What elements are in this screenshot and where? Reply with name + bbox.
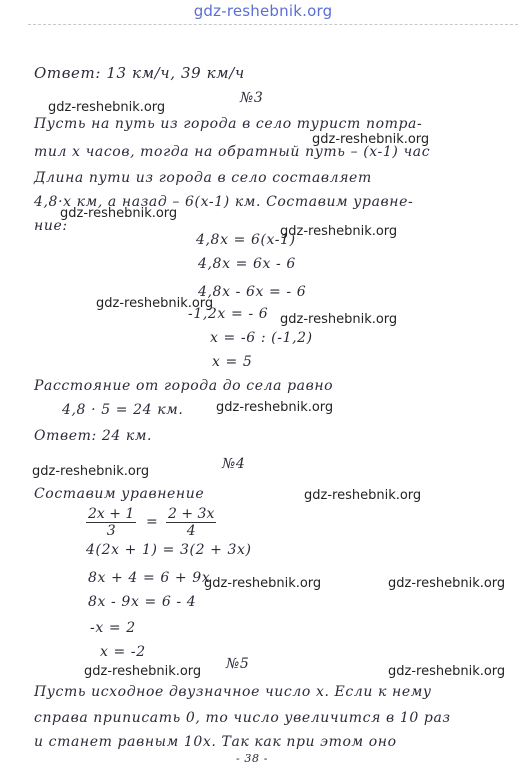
problem-number-4: №4 xyxy=(222,456,246,472)
header-divider xyxy=(28,24,518,25)
text-line: тил x часов, тогда на обратный путь – (x-1) час xyxy=(34,144,431,160)
equation-line: x = -6 : (-1,2) xyxy=(210,330,313,346)
watermark: gdz-reshebnik.org xyxy=(48,100,166,115)
fraction-numerator: 2x + 1 xyxy=(88,506,135,522)
site-header: gdz-reshebnik.org xyxy=(193,2,333,20)
equation-line: 4,8 · 5 = 24 км. xyxy=(62,402,184,418)
equation-line: 8x - 9x = 6 - 4 xyxy=(88,594,197,610)
equation-line: 8x + 4 = 6 + 9x xyxy=(88,570,211,586)
watermark: gdz-reshebnik.org xyxy=(32,464,150,479)
fraction-right xyxy=(166,506,216,539)
equation-line: 4,8x = 6(x-1) xyxy=(196,232,296,248)
text-line: ние: xyxy=(34,218,68,234)
equation-line: 4,8x = 6x - 6 xyxy=(198,256,296,272)
answer-line: Ответ: 24 км. xyxy=(34,428,153,444)
equation-line: 4,8x - 6x = - 6 xyxy=(198,284,307,300)
problem-number-5: №5 xyxy=(226,656,250,672)
watermark: gdz-reshebnik.org xyxy=(84,664,202,679)
watermark: gdz-reshebnik.org xyxy=(280,224,398,239)
fraction-numerator: 2 + 3x xyxy=(168,506,215,522)
text-line: справа приписать 0, то число увеличится в 10 раз xyxy=(34,710,451,726)
equals-sign: = xyxy=(146,514,159,530)
watermark: gdz-reshebnik.org xyxy=(388,664,506,679)
equation-line: x = -2 xyxy=(100,644,146,660)
text-line: Пусть на путь из города в село турист потра- xyxy=(34,116,423,132)
watermark: gdz-reshebnik.org xyxy=(304,488,422,503)
watermark: gdz-reshebnik.org xyxy=(96,296,214,311)
page-number: - 38 - xyxy=(236,752,269,765)
fraction-left xyxy=(86,506,136,539)
equation-line: x = 5 xyxy=(212,354,253,370)
watermark: gdz-reshebnik.org xyxy=(204,576,322,591)
watermark: gdz-reshebnik.org xyxy=(388,576,506,591)
text-line: и станет равным 10x. Так как при этом оно xyxy=(34,734,397,750)
watermark: gdz-reshebnik.org xyxy=(60,206,178,221)
watermark: gdz-reshebnik.org xyxy=(312,132,430,147)
text-line: Составим уравнение xyxy=(34,486,205,502)
equation-line: 4(2x + 1) = 3(2 + 3x) xyxy=(86,542,252,558)
watermark: gdz-reshebnik.org xyxy=(280,312,398,327)
fraction-denominator: 4 xyxy=(186,523,196,539)
answer-previous: Ответ: 13 км/ч, 39 км/ч xyxy=(34,64,245,82)
fraction-denominator: 3 xyxy=(106,523,116,539)
text-line: Пусть исходное двузначное число x. Если к нему xyxy=(34,684,432,700)
text-line: 4,8·x км, а назад – 6(x-1) км. Составим уравне- xyxy=(34,194,414,210)
text-line: Расстояние от города до села равно xyxy=(34,378,334,394)
text-line: Длина пути из города в село составляет xyxy=(34,170,372,186)
problem-number-3: №3 xyxy=(240,90,264,106)
equation-line: -x = 2 xyxy=(90,620,136,636)
equation-line: -1,2x = - 6 xyxy=(188,306,269,322)
watermark: gdz-reshebnik.org xyxy=(216,400,334,415)
